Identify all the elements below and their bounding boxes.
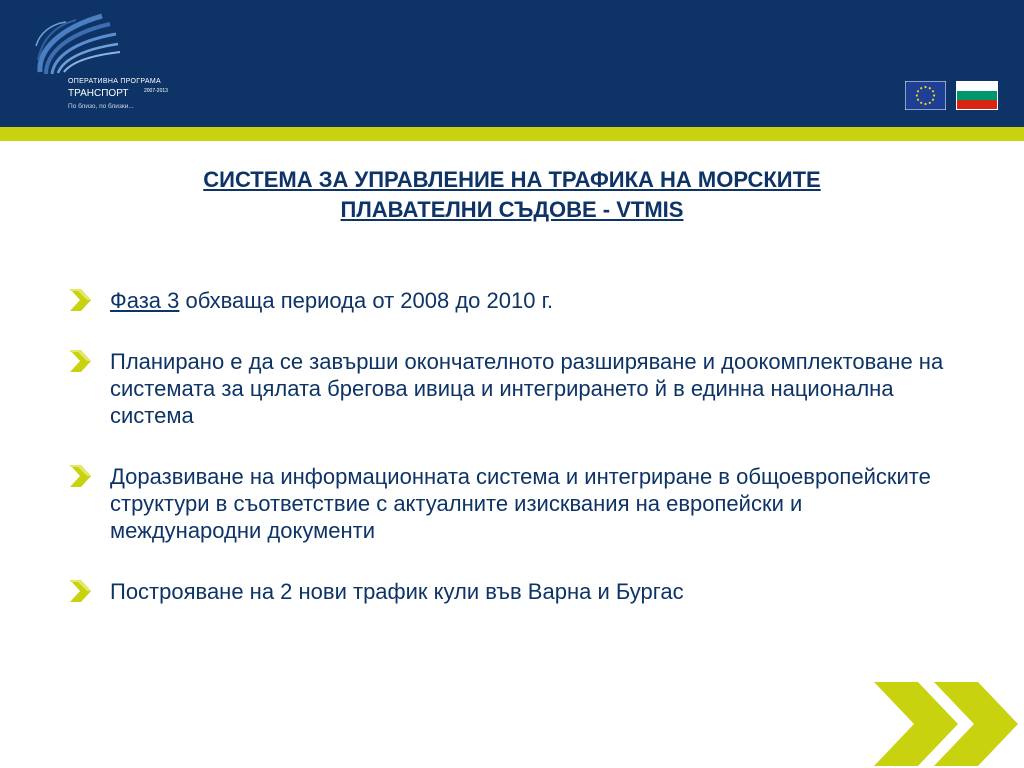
chevron-right-icon: [68, 348, 92, 374]
swoosh-logo-icon: [30, 10, 140, 80]
phase-link[interactable]: Фаза 3: [110, 288, 180, 313]
accent-stripe: [0, 127, 1024, 141]
chevron-right-icon: [68, 463, 92, 489]
program-logo: [30, 10, 190, 120]
double-chevron-decoration-icon: [870, 680, 1024, 768]
header-bar: [0, 0, 1024, 127]
slide-title: [60, 165, 964, 225]
bullet-list: [68, 287, 948, 605]
bullet-item: [68, 578, 948, 605]
bullet-text: Построяване на 2 нови трафик кули във Варна и Бургас: [110, 579, 684, 604]
bullet-text: Доразвиване на информационната система и интегриране в общоевропейските структури в съответствие с актуалните изисквания на европейски и международни документи: [110, 464, 931, 543]
eu-flag-icon: [905, 81, 946, 110]
title-line-1: СИСТЕМА ЗА УПРАВЛЕНИЕ НА ТРАФИКА НА МОРСКИТЕ: [203, 167, 821, 192]
bullet-text: Планирано е да се завърши окончателното разширяване и доокомплектоване на системата за цялата брегова ивица и интегрирането й в единна национална система: [110, 349, 944, 428]
bullet-item: [68, 463, 948, 544]
title-line-2: ПЛАВАТЕЛНИ СЪДОВЕ - VTMIS: [340, 197, 684, 222]
logo-program-label: ОПЕРАТИВНА ПРОГРАМА: [68, 78, 161, 85]
chevron-right-icon: [68, 287, 92, 313]
bulgaria-flag-icon: [956, 81, 998, 110]
logo-years: 2007-2013: [144, 88, 168, 94]
bullet-item: [68, 348, 948, 429]
logo-transport-label: ТРАНСПОРТ: [68, 88, 129, 99]
chevron-right-icon: [68, 578, 92, 604]
bullet-text: обхваща периода от 2008 до 2010 г.: [179, 288, 554, 313]
bullet-item: [68, 287, 948, 314]
logo-tagline: По близо, по близки...: [68, 103, 134, 110]
